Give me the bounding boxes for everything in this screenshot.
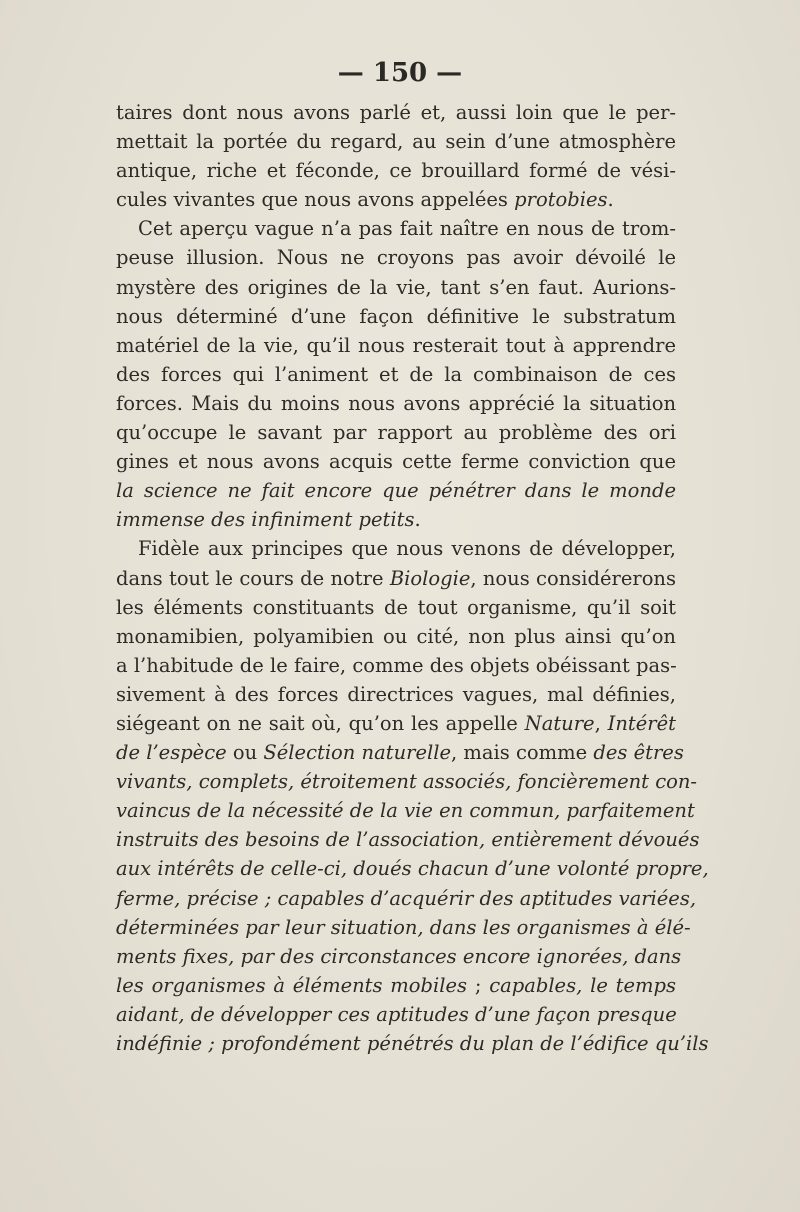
text-segment: peuse illusion. Nous ne croyons pas avoir dévoilé le	[116, 246, 676, 270]
italic-text: Intérêt	[607, 711, 676, 735]
italic-text: de l’espèce	[116, 741, 227, 765]
italic-text: ferme, précise ; capables d’acquérir des aptitudes variées,	[116, 886, 697, 910]
text-segment: , mais comme	[451, 741, 594, 765]
text-segment: mystère des origines de la vie, tant s’en faut. Aurions-	[116, 275, 676, 299]
text-line	[116, 476, 676, 505]
italic-text: les organismes à éléments mobiles	[116, 973, 468, 997]
italic-text: aidant, de développer ces aptitudes d’une façon presque	[116, 1002, 677, 1026]
text-line	[116, 243, 676, 272]
text-segment: dans tout le cours de notre	[116, 566, 390, 590]
text-segment: Fidèle aux principes que nous venons de développer,	[138, 537, 676, 561]
text-segment: les éléments constituants de tout organisme, qu’il soit	[116, 595, 676, 619]
text-line	[116, 709, 676, 738]
text-line	[116, 447, 676, 476]
text-line	[116, 418, 676, 447]
text-segment: des forces qui l’animent et de la combinaison de ces	[116, 362, 676, 386]
text-line	[116, 651, 676, 680]
text-segment: matériel de la vie, qu’il nous resterait tout à apprendre	[116, 333, 676, 357]
text-line	[116, 505, 676, 534]
text-line	[116, 796, 695, 825]
italic-text: ments fixes, par des circonstances encore ignorées, dans	[116, 944, 682, 968]
text-line	[116, 214, 676, 243]
text-line	[116, 127, 676, 156]
italic-text: Sélection naturelle	[263, 741, 452, 765]
text-segment: gines et nous avons acquis cette ferme conviction que	[116, 450, 676, 474]
italic-text: protobies	[514, 188, 608, 212]
text-line	[116, 185, 676, 214]
text-line	[116, 680, 676, 709]
text-line	[116, 302, 676, 331]
text-segment: qu’occupe le savant par rapport au problème des ori	[116, 421, 676, 445]
italic-text: immense des infiniment petits	[116, 508, 415, 532]
text-segment: mettait la portée du regard, au sein d’une atmosphère	[116, 130, 676, 154]
text-segment: .	[607, 188, 614, 212]
italic-text: indéfinie ; profondément pénétrés du plan de l’édifice qu’ils	[116, 1032, 709, 1055]
text-segment: nous déterminé d’une façon définitive le substratum	[116, 304, 676, 328]
text-segment: Cet aperçu vague n’a pas fait naître en nous de trom-	[138, 217, 676, 241]
text-line	[116, 622, 676, 651]
text-segment: a l’habitude de le faire, comme des objets obéissant pas-	[116, 653, 677, 677]
italic-text: vivants, complets, étroitement associés, foncièrement con-	[116, 770, 698, 794]
italic-text: instruits des besoins de l’association, entièrement dévoués	[116, 828, 700, 852]
text-segment: taires dont nous avons parlé et, aussi loin que le per-	[116, 101, 676, 124]
text-line	[116, 564, 676, 593]
text-line	[116, 854, 709, 883]
italic-text: aux intérêts de celle-ci, doués chacun d’une volonté propre,	[116, 857, 709, 881]
text-segment: ,	[594, 711, 608, 735]
text-line	[116, 360, 676, 389]
text-segment: ;	[467, 973, 490, 997]
text-segment: antique, riche et féconde, ce brouillard formé de vési-	[116, 159, 676, 183]
italic-text: capables, le temps	[489, 973, 677, 997]
text-line	[116, 884, 697, 913]
text-line	[116, 389, 676, 418]
text-line	[116, 98, 676, 127]
text-line	[116, 331, 676, 360]
text-line	[116, 1029, 709, 1058]
text-line	[116, 942, 682, 971]
text-segment: sivement à des forces directrices vagues, mal définies,	[116, 682, 676, 706]
text-segment: monamibien, polyamibien ou cité, non plus ainsi qu’on	[116, 624, 676, 648]
text-segment: , nous considérerons	[470, 566, 677, 590]
italic-text: la science ne fait encore que pénétrer dans le monde	[116, 479, 676, 503]
text-line	[116, 767, 698, 796]
text-line	[116, 825, 700, 854]
text-segment: cules vivantes que nous avons appelées	[116, 188, 515, 212]
text-line	[116, 593, 676, 622]
text-line	[116, 534, 676, 563]
text-segment: .	[414, 508, 421, 532]
italic-text: vaincus de la nécessité de la vie en commun, parfaitement	[116, 799, 695, 823]
text-line	[116, 156, 676, 185]
body-text	[116, 98, 709, 1058]
text-line	[116, 971, 676, 1000]
italic-text: Nature	[524, 711, 595, 735]
page-number: — 150 —	[337, 58, 463, 88]
italic-text: déterminées par leur situation, dans les organismes à élé-	[116, 915, 691, 939]
text-segment: ou	[226, 741, 264, 765]
text-line	[116, 1000, 676, 1029]
italic-text: Biologie	[389, 566, 471, 590]
italic-text: des êtres	[593, 741, 684, 765]
text-line	[116, 913, 691, 942]
text-line	[116, 273, 676, 302]
text-segment: siégeant on ne sait où, qu’on les appelle	[116, 711, 525, 735]
text-line	[116, 738, 684, 767]
text-segment: forces. Mais du moins nous avons apprécié la situation	[116, 391, 676, 415]
